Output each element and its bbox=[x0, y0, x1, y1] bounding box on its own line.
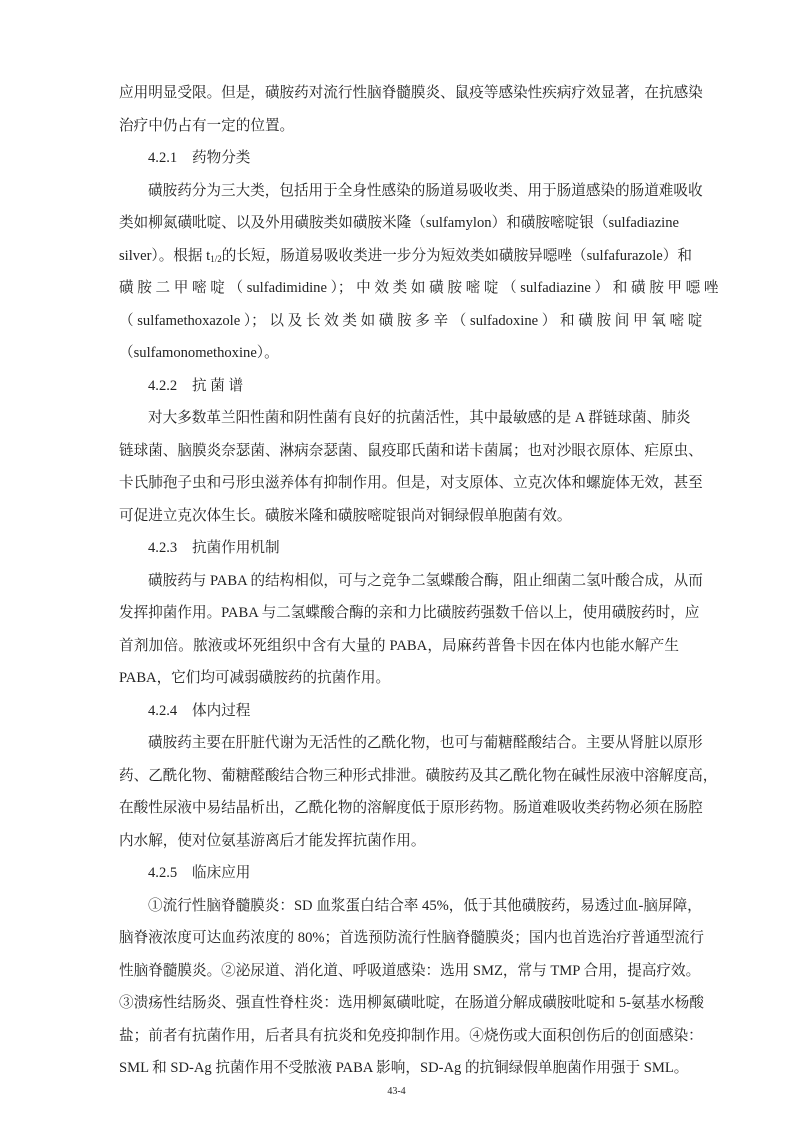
text-run: 的长短，肠道易吸收类进一步分为短效类如磺胺异噁唑（sulfafurazole）和 bbox=[221, 247, 692, 264]
text-run: silver）。根据 t bbox=[119, 247, 211, 264]
section-heading bbox=[119, 860, 679, 893]
section-title: 抗 菌 谱 bbox=[192, 377, 244, 394]
section-heading bbox=[119, 698, 679, 731]
paragraph-line: 可促进立克次体生长。磺胺米隆和磺胺嘧啶银尚对铜绿假单胞菌有效。 bbox=[119, 507, 572, 524]
section-heading bbox=[119, 145, 679, 178]
paragraph-line: 盐；前者有抗菌作用，后者具有抗炎和免疫抑制作用。④烧伤或大面积创伤后的创面感染： bbox=[119, 1027, 703, 1044]
paragraph-line: SML 和 SD-Ag 抗菌作用不受脓液 PABA 影响，SD-Ag 的抗铜绿假单胞菌作用强于 SML。 bbox=[119, 1060, 689, 1076]
paragraph-line: 脑脊液浓度可达血药浓度的 80%；首选预防流行性脑脊髓膜炎；国内也首选治疗普通型流行 bbox=[119, 930, 704, 946]
section-number: 4.2.4 bbox=[148, 702, 178, 719]
paragraph-line: ①流行性脑脊髓膜炎：SD 血浆蛋白结合率 45%，低于其他磺胺药，易透过血-脑屏障， bbox=[148, 897, 702, 914]
paragraph-line bbox=[119, 243, 692, 276]
section-title: 临床应用 bbox=[192, 865, 251, 881]
section-title: 抗菌作用机制 bbox=[192, 540, 280, 556]
paragraph-line: 内水解，使对位氨基游离后才能发挥抗菌作用。 bbox=[119, 832, 426, 849]
paragraph-line: 磺胺药分为三大类，包括用于全身性感染的肠道易吸收类、用于肠道感染的肠道难吸收 bbox=[148, 182, 703, 199]
subscript: 1/2 bbox=[210, 253, 222, 264]
section-number: 4.2.3 bbox=[148, 540, 178, 556]
page-number: 43-4 bbox=[387, 1086, 406, 1097]
paragraph-line: 链球菌、脑膜炎奈瑟菌、淋病奈瑟菌、鼠疫耶氏菌和诺卡菌属；也对沙眼衣原体、疟原虫、 bbox=[119, 442, 703, 459]
paragraph-line: 性脑脊髓膜炎。②泌尿道、消化道、呼吸道感染：选用 SMZ，常与 TMP 合用，提高疗效。 bbox=[119, 962, 701, 979]
section-heading bbox=[119, 535, 679, 568]
paragraph-line: 卡氏肺孢子虫和弓形虫滋养体有抑制作用。但是，对支原体、立克次体和螺旋体无效，甚至 bbox=[119, 475, 703, 491]
paragraph-line: 磺 胺 二 甲 嘧 啶 （ sulfadimidine ）； 中 效 类 如 磺 胺 嘧 啶 （ sulfadiazine ） 和 磺 胺 甲 噁 唑 bbox=[119, 280, 719, 296]
section-number: 4.2.2 bbox=[148, 377, 178, 394]
paragraph-line: 首剂加倍。脓液或坏死组织中含有大量的 PABA，局麻药普鲁卡因在体内也能水解产生 bbox=[119, 637, 679, 654]
section-title: 药物分类 bbox=[192, 150, 251, 166]
section-number: 4.2.5 bbox=[148, 865, 178, 881]
paragraph-line: （sulfamonomethoxine）。 bbox=[119, 345, 279, 361]
section-number: 4.2.1 bbox=[148, 150, 178, 166]
section-title: 体内过程 bbox=[192, 702, 251, 719]
paragraph-line: 治疗中仍占有一定的位置。 bbox=[119, 117, 295, 134]
paragraph-line: 对大多数革兰阳性菌和阴性菌有良好的抗菌活性，其中最敏感的是 A 群链球菌、肺炎 bbox=[148, 410, 691, 426]
paragraph-line: 磺胺药与 PABA 的结构相似，可与之竞争二氢蝶酸合酶，阻止细菌二氢叶酸合成，从而 bbox=[148, 572, 703, 589]
section-heading bbox=[119, 373, 679, 406]
paragraph-line: 在酸性尿液中易结晶析出，乙酰化物的溶解度低于原形药物。肠道难吸收类药物必须在肠腔 bbox=[119, 800, 703, 816]
paragraph-line: 磺胺药主要在肝脏代谢为无活性的乙酰化物，也可与葡糖醛酸结合。主要从肾脏以原形 bbox=[148, 735, 703, 751]
paragraph-line: 药、乙酰化物、葡糖醛酸结合物三种形式排泄。磺胺药及其乙酰化物在碱性尿液中溶解度高， bbox=[119, 767, 718, 784]
paragraph-line: 类如柳氮磺吡啶、以及外用磺胺类如磺胺米隆（sulfamylon）和磺胺嘧啶银（sulfadiazine bbox=[119, 215, 679, 231]
paragraph-line: 发挥抑菌作用。PABA 与二氢蝶酸合酶的亲和力比磺胺药强数千倍以上，使用磺胺药时，应 bbox=[119, 605, 700, 621]
paragraph-line: 应用明显受限。但是，磺胺药对流行性脑脊髓膜炎、鼠疫等感染性疾病疗效显著，在抗感染 bbox=[119, 85, 703, 101]
document-body bbox=[119, 80, 719, 1088]
paragraph-line: ③溃疡性结肠炎、强直性脊柱炎：选用柳氮磺吡啶，在肠道分解成磺胺吡啶和 5-氨基水杨酸 bbox=[119, 995, 704, 1011]
paragraph-line: （ sulfamethoxazole ）； 以 及 长 效 类 如 磺 胺 多 辛 （ sulfadoxine ） 和 磺 胺 间 甲 氧 嘧 啶 bbox=[119, 312, 703, 329]
paragraph-line: PABA，它们均可减弱磺胺药的抗菌作用。 bbox=[119, 670, 391, 686]
